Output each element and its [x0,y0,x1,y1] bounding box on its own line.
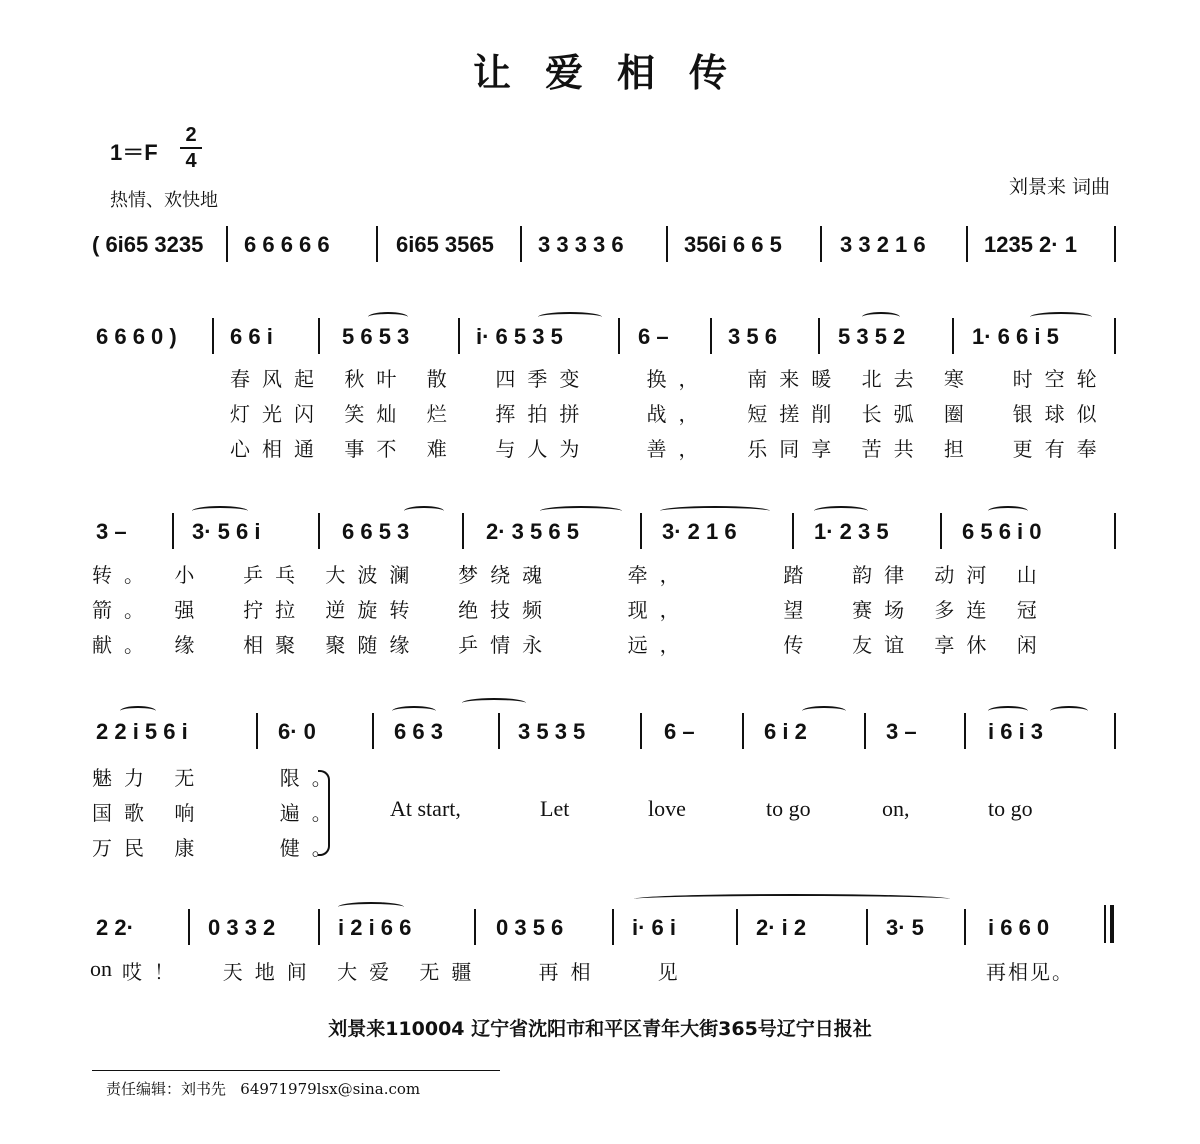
barline [864,713,866,749]
measure: i· 6 i [632,915,677,940]
final-barline-thick [1110,905,1114,943]
time-signature [180,124,202,172]
slur [660,506,770,516]
lyric-line-1: 转。 小 乒乓 大波澜 梦绕魂 牵， 踏 韵律 动河 山 [92,563,1049,587]
measure: 2 2 i 5 6 i [96,719,188,744]
slur [392,706,436,716]
slur [814,506,868,516]
tempo-marking: 热情、欢快地 [110,190,218,211]
barline [818,318,820,354]
barline [226,226,228,262]
measure: 1· 6 6 i 5 [972,324,1059,349]
measure: 6 6 i [230,324,273,349]
measure: 356i 6 6 5 [684,232,782,257]
measure: 6 6 6 0 ) [96,324,177,349]
measure: 0 3 5 6 [496,915,564,940]
measure: i 6 i 3 [988,719,1044,744]
slur [368,312,408,322]
slur [1050,706,1088,716]
lyric-line-1: 春风起 秋叶 散 四季变 换， 南来暖 北去 寒 时空轮 [230,367,1109,391]
barline [318,318,320,354]
measure: 6 6 3 [394,719,443,744]
measure: 1· 2 3 5 [814,519,889,544]
barline [1114,513,1116,549]
english-lyric: Let [540,796,570,821]
slur [1030,312,1092,322]
barline [1114,318,1116,354]
measure: 6 5 6 i 0 [962,519,1042,544]
barline [964,713,966,749]
slur [540,506,622,516]
barline [212,318,214,354]
barline [458,318,460,354]
measure: 6 6 6 6 6 [244,232,330,257]
barline [172,513,174,549]
lyric-ending: 再相见。 [986,960,1074,984]
measure: 5 3 5 2 [838,324,906,349]
notation-row-1 [92,226,1118,266]
measure: 1235 2· 1 [984,232,1077,257]
barline [640,513,642,549]
notation-row-4 [92,713,1118,753]
barline [820,226,822,262]
lyric-line-3: 万民 康 健。 [92,836,344,860]
measure: 5 6 5 3 [342,324,410,349]
measure: ( 6i65 3235 [92,232,204,257]
barline [710,318,712,354]
lyric-line-3: 心相通 事不 难 与人为 善， 乐同享 苦共 担 更有奉 [230,437,1109,461]
slur [404,506,444,516]
barline [372,713,374,749]
measure: 3· 5 6 i [192,519,261,544]
barline [462,513,464,549]
song-title: 让爱相传 [472,51,761,95]
measure: 3 3 3 3 6 [538,232,624,257]
english-lyric: on, [882,796,910,821]
barline [964,909,966,945]
english-lyric: to go [988,796,1033,821]
measure: 3 5 3 5 [518,719,586,744]
slur [120,706,156,716]
barline [966,226,968,262]
english-lyric: At start, [390,796,461,821]
editor-credit: 责任编辑：刘书先 64971979lsx@sina.com [106,1080,421,1098]
notation-row-3 [92,513,1118,553]
measure: 0 3 3 2 [208,915,276,940]
measure: 6 6 5 3 [342,519,410,544]
barline [736,909,738,945]
slur [988,706,1028,716]
measure: i 2 i 6 6 [338,915,412,940]
barline [520,226,522,262]
lyric-line-1: 哎！ 天地间 大爱 无疆 再相 见 [122,960,690,984]
lyric-line-2: 箭。 强 拧拉 逆旋转 绝技频 现， 望 赛场 多连 冠 [92,598,1049,622]
english-lyric: love [648,796,686,821]
barline [640,713,642,749]
measure: 3 3 2 1 6 [840,232,926,257]
lyric-line-1: 魅力 无 限。 [92,766,344,790]
measure: 6· 0 [278,719,316,744]
measure: 3 – [96,519,127,544]
barline [952,318,954,354]
notation-row-5 [92,909,1118,949]
measure: 3· 5 [886,915,924,940]
time-bottom: 4 [185,150,197,172]
barline [742,713,744,749]
lyric-line-3: 献。 缘 相聚 聚随缘 乒情永 远， 传 友谊 享休 闲 [92,633,1049,657]
barline [1114,713,1116,749]
barline [666,226,668,262]
measure: 3 – [886,719,917,744]
slur [988,506,1028,516]
measure: i· 6 5 3 5 [476,324,563,349]
measure: 6 – [638,324,669,349]
barline [318,513,320,549]
barline [318,909,320,945]
slur [862,312,900,322]
english-lyric: on [90,956,112,981]
notation-row-2 [92,318,1118,358]
measure: 2· 3 5 6 5 [486,519,579,544]
key-signature: 1＝F [110,140,158,165]
time-top: 2 [185,124,197,146]
author-credit: 刘景来 词曲 [1008,176,1110,198]
measure: 3 5 6 [728,324,777,349]
slur [192,506,248,516]
measure: 6i65 3565 [396,232,494,257]
measure: 6 – [664,719,695,744]
author-address: 刘景来110004 辽宁省沈阳市和平区青年大街365号辽宁日报社 [328,1018,872,1040]
time-divider [180,147,202,149]
slur [538,312,602,322]
barline [376,226,378,262]
lyric-line-2: 国歌 响 遍。 [92,801,344,825]
barline [792,513,794,549]
barline [940,513,942,549]
barline [498,713,500,749]
slur [462,698,526,708]
final-barline-thin [1104,905,1106,943]
barline [866,909,868,945]
barline [618,318,620,354]
english-lyric: to go [766,796,811,821]
measure: i 6 6 0 [988,915,1050,940]
measure: 2 2· [96,915,134,940]
slur [802,706,846,716]
barline [188,909,190,945]
slur [338,902,404,912]
barline [474,909,476,945]
divider [92,1070,500,1071]
lyric-line-2: 灯光闪 笑灿 烂 挥拍拼 战， 短搓削 长弧 圈 银球似 [230,402,1109,426]
slur [634,894,950,904]
barline [256,713,258,749]
measure: 6 i 2 [764,719,807,744]
verse-brace [318,770,330,856]
barline [1114,226,1116,262]
measure: 3· 2 1 6 [662,519,737,544]
measure: 2· i 2 [756,915,807,940]
barline [612,909,614,945]
